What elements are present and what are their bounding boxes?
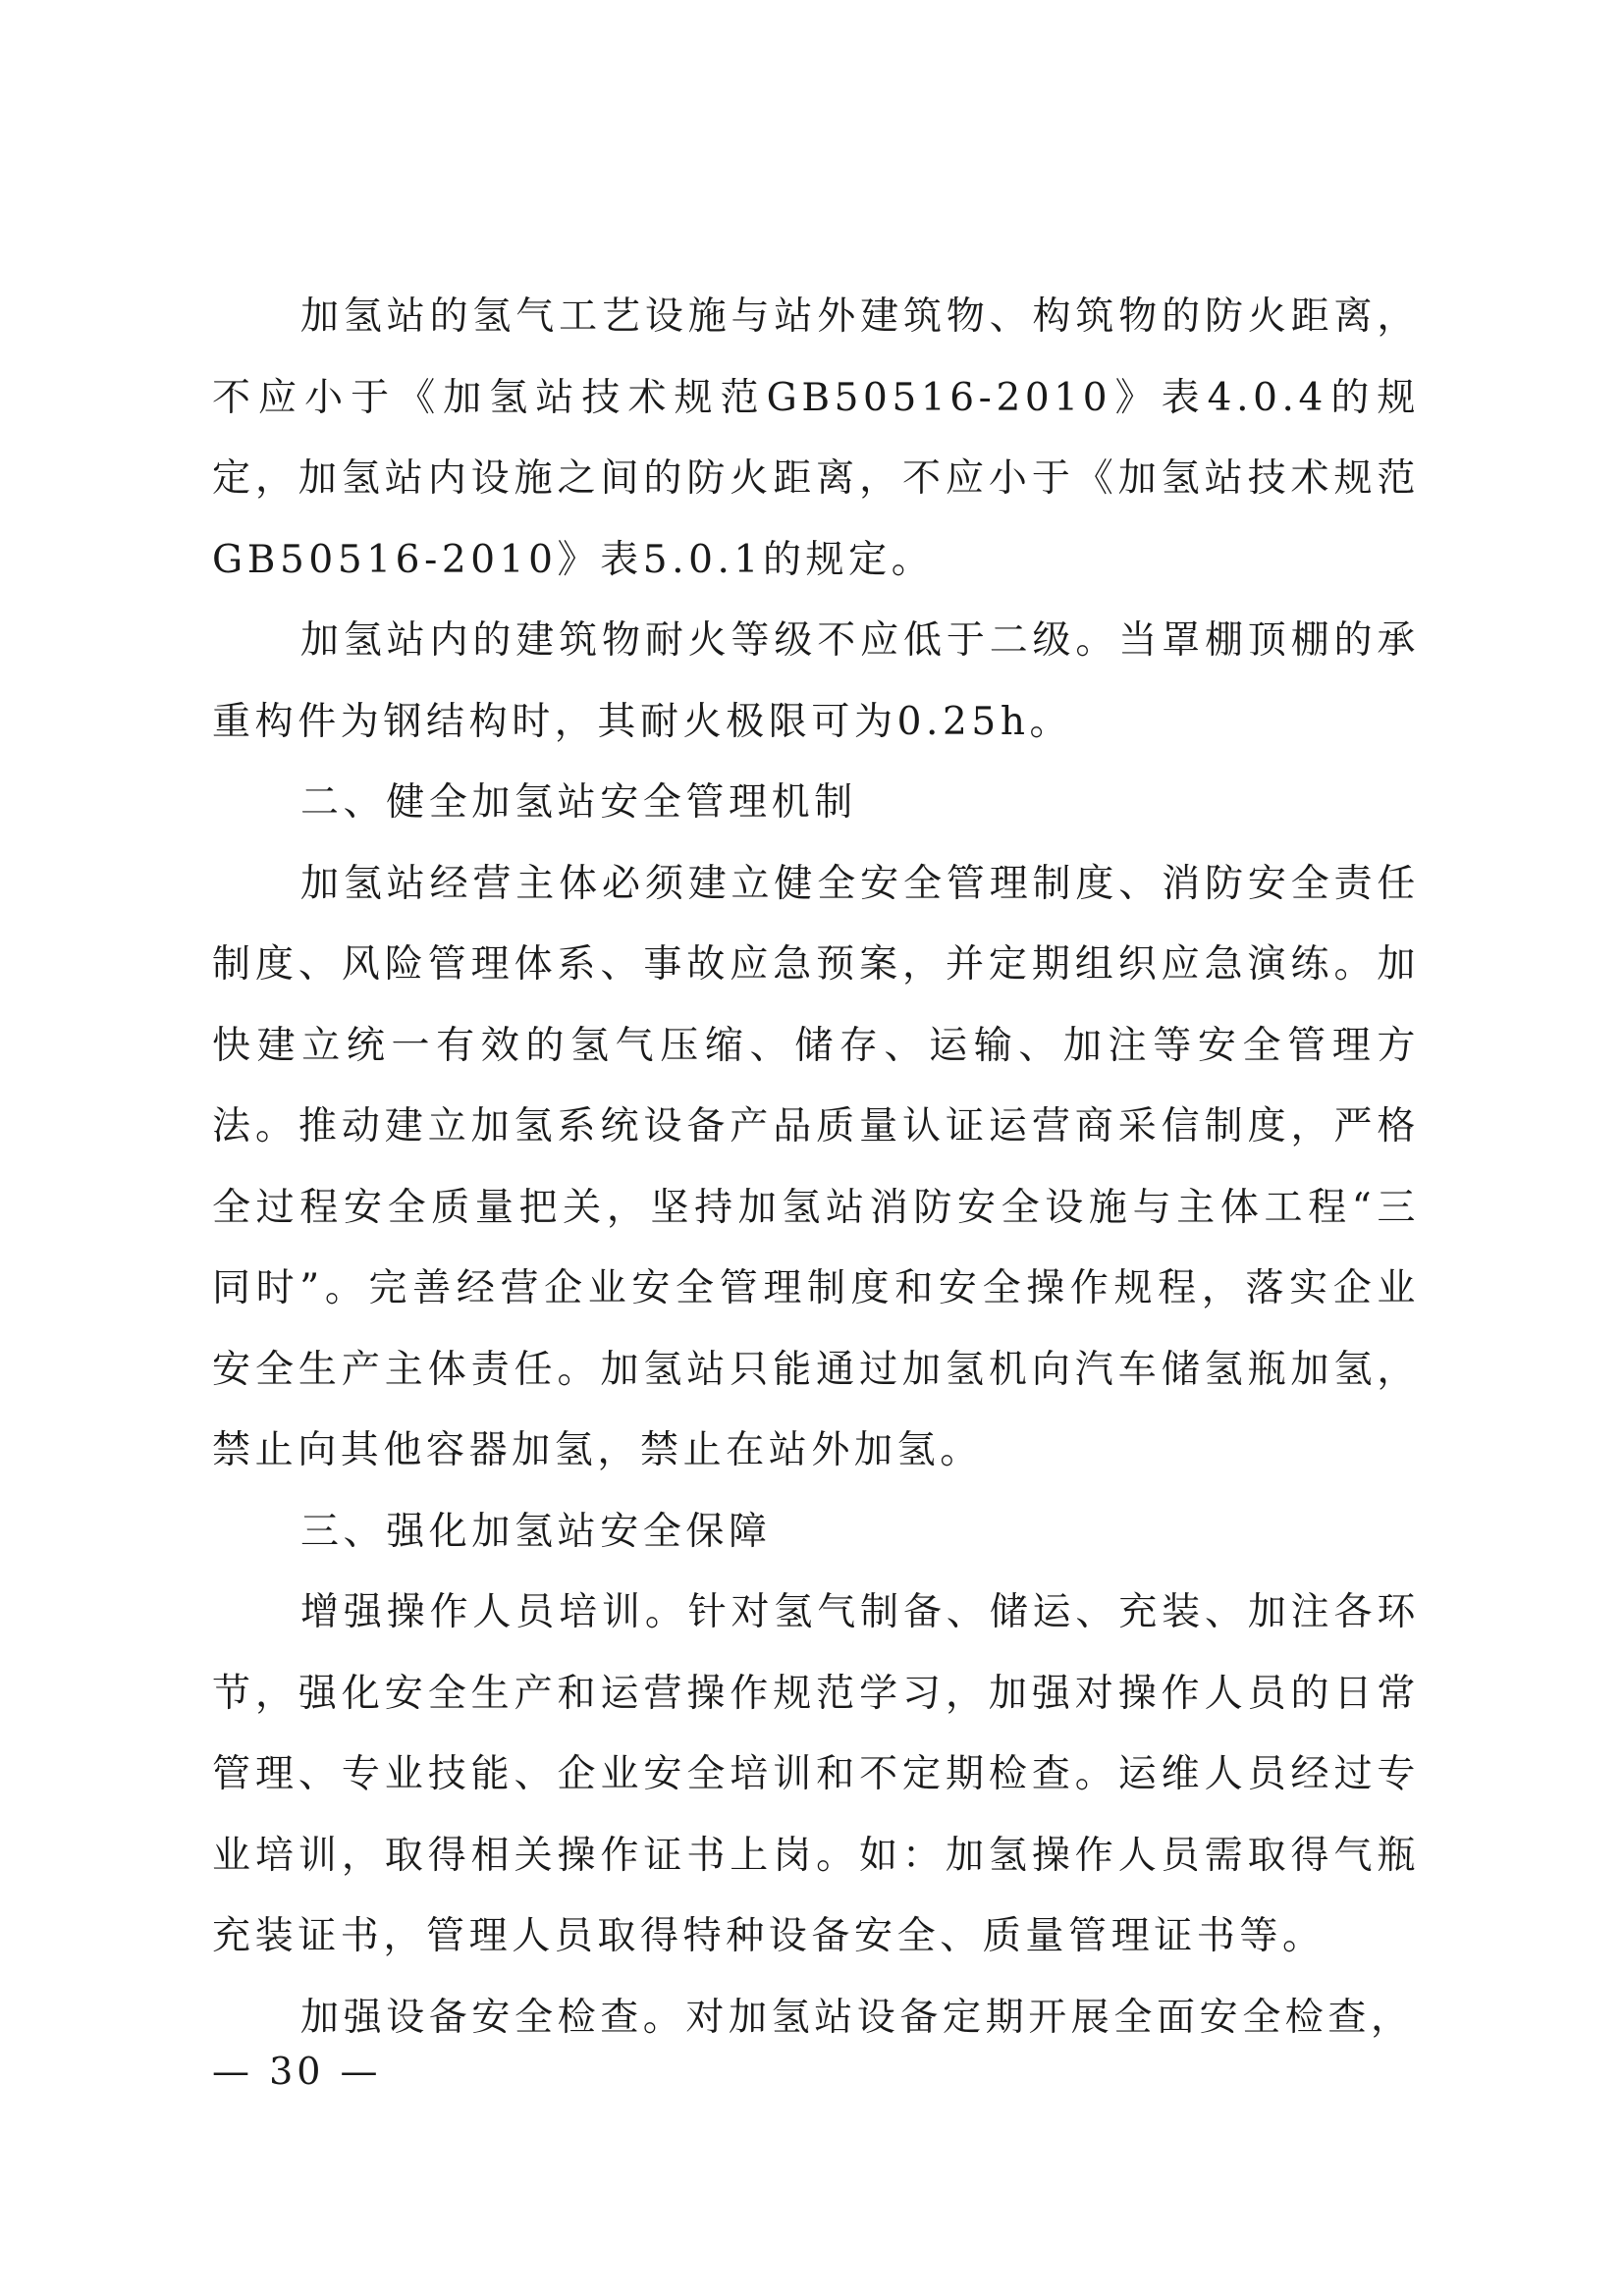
page-number: — 30 — xyxy=(212,2050,382,2093)
paragraph-equipment-check: 加强设备安全检查。对加氢站设备定期开展全面安全检查， xyxy=(300,1995,1414,2040)
section-heading-safety: 三、强化加氢站安全保障 xyxy=(300,1509,772,1554)
paragraph-management-system: 加氢站经营主体必须建立健全安全管理制度、消防安全责任制度、风险管理体系、事故应急预案，并定期组织应急演练。加快建立统一有效的氢气压缩、储存、运输、加注等安全管理方法。推动建立加氢系统设备产品质量认证运营商采信制度，严格全过程安全质量把关，坚持加氢站消防安全设施与主体工程“三同时”。完善经营企业安全管理制度和安全操作规程，落实企业安全生产主体责任。加氢站只能通过加氢机向汽车储氢瓶加氢，禁止向其他容器加氢，禁止在站外加氢。 xyxy=(212,861,1420,1472)
paragraph-fire-distance: 加氢站的氢气工艺设施与站外建筑物、构筑物的防火距离，不应小于《加氢站技术规范GB50516-2010》表4.0.4的规定，加氢站内设施之间的防火距离，不应小于《加氢站技术规范GB50516-2010》表5.0.1的规定。 xyxy=(212,294,1420,582)
paragraph-fire-rating: 加氢站内的建筑物耐火等级不应低于二级。当罩棚顶棚的承重构件为钢结构时，其耐火极限可为0.25h。 xyxy=(212,618,1420,744)
paragraph-training: 增强操作人员培训。针对氢气制备、储运、充装、加注各环节，强化安全生产和运营操作规范学习，加强对操作人员的日常管理、专业技能、企业安全培训和不定期检查。运维人员经过专业培训，取得相关操作证书上岗。如：加氢操作人员需取得气瓶充装证书，管理人员取得特种设备安全、质量管理证书等。 xyxy=(212,1590,1420,1958)
document-body xyxy=(212,277,1420,2058)
section-heading-management: 二、健全加氢站安全管理机制 xyxy=(300,780,857,825)
